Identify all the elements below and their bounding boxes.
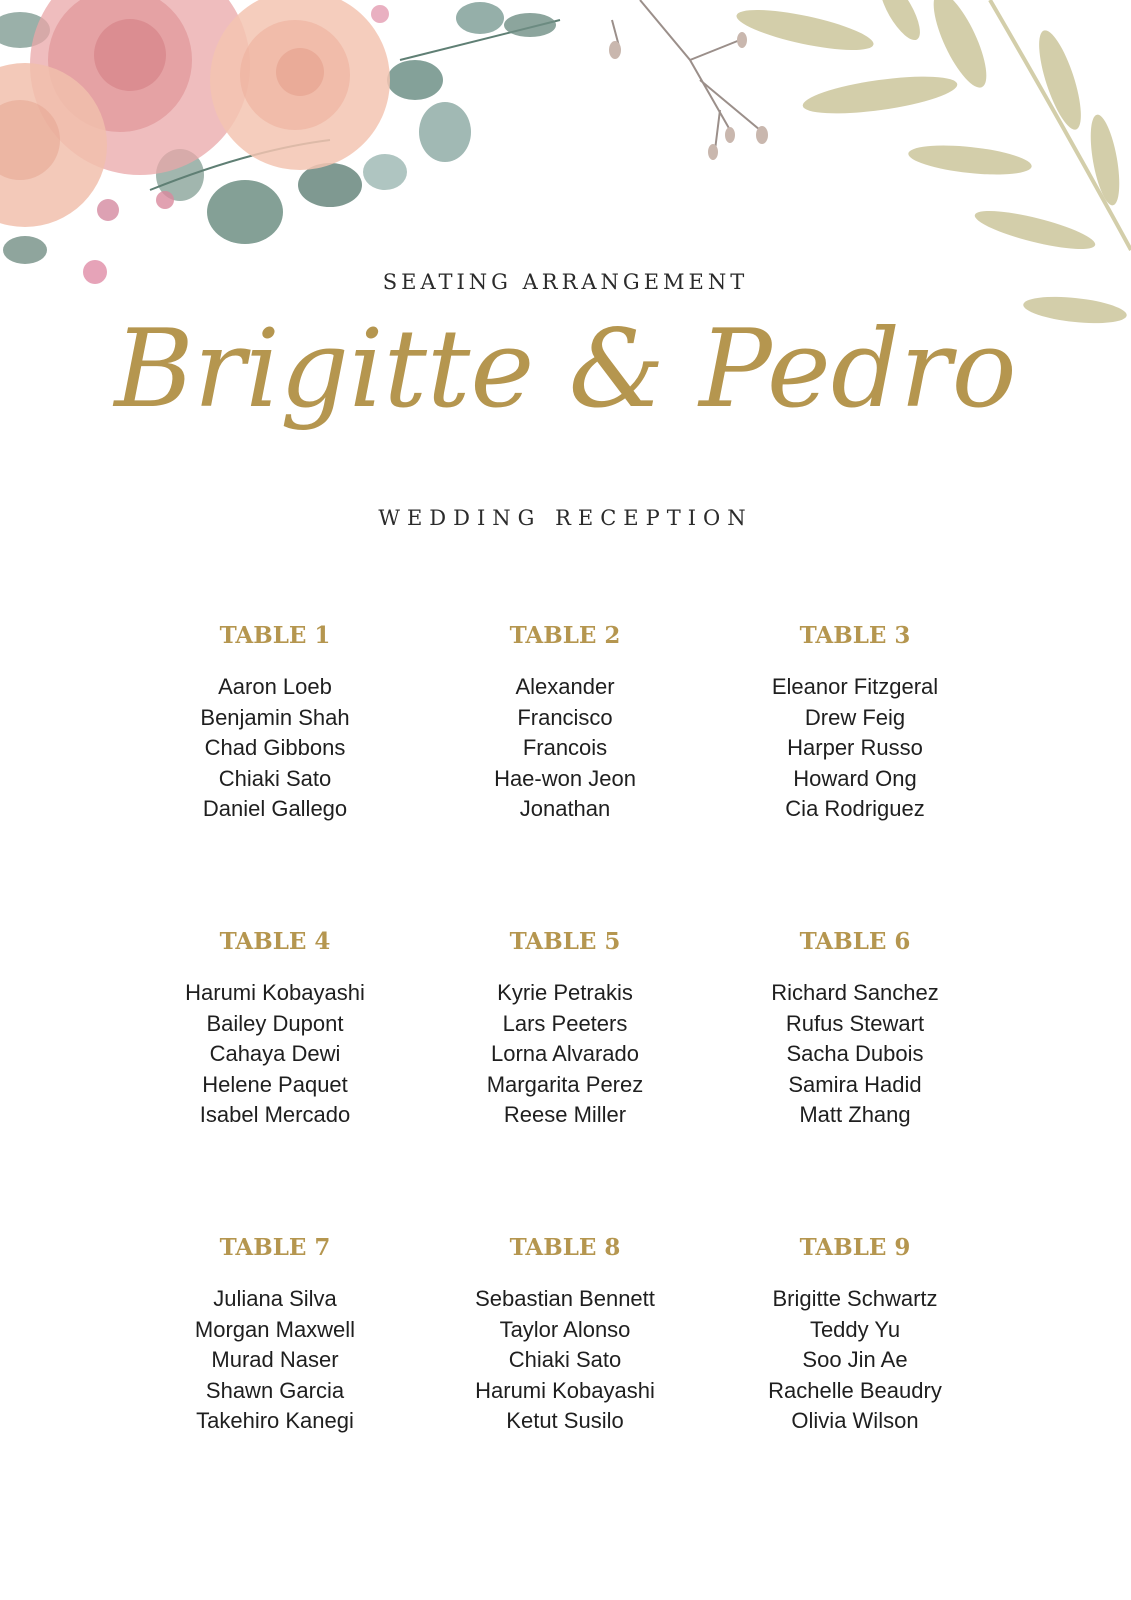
tables-grid: [130, 622, 1000, 1540]
guest-name: Cahaya Dewi: [209, 1041, 341, 1066]
table-block-9: [710, 1234, 1000, 1540]
guest-name: Eleanor Fitzgeral: [771, 674, 939, 699]
guest-name: Chiaki Sato: [508, 1347, 622, 1372]
guest-name: Matt Zhang: [799, 1102, 911, 1127]
guest-name: Drew Feig: [804, 704, 906, 730]
table-block-2: [420, 622, 710, 928]
guest-name: Morgan Maxwell: [194, 1316, 356, 1342]
guest-name: Margarita Perez: [486, 1071, 644, 1097]
table-heading: TABLE 9: [799, 1234, 911, 1261]
table-block-4: [130, 928, 420, 1234]
guest-name: Daniel Gallego: [202, 796, 348, 821]
guest-name: Chad Gibbons: [204, 735, 346, 760]
couple-names-title: Brigitte & Pedro: [114, 307, 1017, 432]
guest-name: Olivia Wilson: [791, 1408, 919, 1433]
table-block-8: [420, 1234, 710, 1540]
guest-name: Teddy Yu: [809, 1316, 901, 1342]
table-heading: TABLE 7: [219, 1234, 331, 1261]
table-heading: TABLE 5: [509, 928, 621, 955]
guest-list: [130, 1284, 420, 1437]
guest-name: Isabel Mercado: [199, 1102, 351, 1127]
guest-name: Richard Sanchez: [771, 980, 939, 1005]
guest-list: [420, 1284, 710, 1437]
guest-list: [130, 978, 420, 1131]
table-block-7: [130, 1234, 420, 1540]
table-heading: TABLE 2: [509, 622, 621, 649]
rose-flowers-icon: [0, 0, 390, 284]
guest-name: Lorna Alvarado: [491, 1041, 639, 1066]
document-subtitle: WEDDING RECEPTION: [378, 506, 753, 530]
guest-list: [710, 1284, 1000, 1437]
table-heading: TABLE 1: [219, 622, 331, 649]
guest-name: Harper Russo: [787, 735, 923, 760]
guest-name: Alexander: [515, 674, 615, 699]
guest-name: Shawn Garcia: [205, 1377, 345, 1403]
guest-name: Aaron Loeb: [218, 674, 332, 699]
table-heading: TABLE 8: [509, 1234, 621, 1261]
table-block-3: [710, 622, 1000, 928]
guest-name: Juliana Silva: [213, 1286, 337, 1311]
guest-name: Hae-won Jeon: [494, 765, 636, 791]
guest-name: Rufus Stewart: [785, 1010, 925, 1036]
guest-name: Bailey Dupont: [206, 1010, 344, 1036]
guest-name: Brigitte Schwartz: [772, 1286, 938, 1311]
guest-name: Lars Peeters: [502, 1010, 628, 1036]
guest-list: [130, 672, 420, 825]
flower-buds-icon: [609, 32, 768, 160]
guest-name: Rachelle Beaudry: [768, 1377, 942, 1403]
guest-list: [420, 672, 710, 825]
guest-name: Sebastian Bennett: [475, 1286, 655, 1311]
document-overline: SEATING ARRANGEMENT: [382, 270, 749, 294]
guest-name: Murad Naser: [211, 1347, 339, 1372]
guest-name: Harumi Kobayashi: [185, 980, 365, 1005]
guest-name: Francisco: [517, 704, 613, 730]
table-heading: TABLE 3: [799, 622, 911, 649]
guest-name: Benjamin Shah: [200, 704, 350, 730]
guest-list: [420, 978, 710, 1131]
guest-name: Ketut Susilo: [506, 1408, 624, 1433]
guest-name: Soo Jin Ae: [802, 1347, 908, 1372]
guest-name: Kyrie Petrakis: [497, 980, 633, 1005]
guest-name: Sacha Dubois: [786, 1041, 924, 1066]
guest-list: [710, 672, 1000, 825]
guest-name: Helene Paquet: [202, 1071, 348, 1097]
table-block-6: [710, 928, 1000, 1234]
guest-list: [710, 978, 1000, 1131]
guest-name: Samira Hadid: [788, 1071, 922, 1097]
guest-name: Cia Rodriguez: [785, 796, 925, 821]
guest-name: Howard Ong: [793, 765, 917, 791]
guest-name: Francois: [522, 735, 608, 760]
guest-name: Harumi Kobayashi: [475, 1377, 655, 1403]
guest-name: Takehiro Kanegi: [196, 1408, 354, 1433]
guest-name: Taylor Alonso: [499, 1316, 631, 1342]
guest-name: Chiaki Sato: [218, 765, 332, 791]
table-block-1: [130, 622, 420, 928]
guest-name: Jonathan: [519, 796, 611, 821]
guest-name: Reese Miller: [503, 1102, 627, 1127]
twig-branch-icon: [612, 0, 760, 150]
table-heading: TABLE 4: [219, 928, 331, 955]
table-heading: TABLE 6: [799, 928, 911, 955]
table-block-5: [420, 928, 710, 1234]
